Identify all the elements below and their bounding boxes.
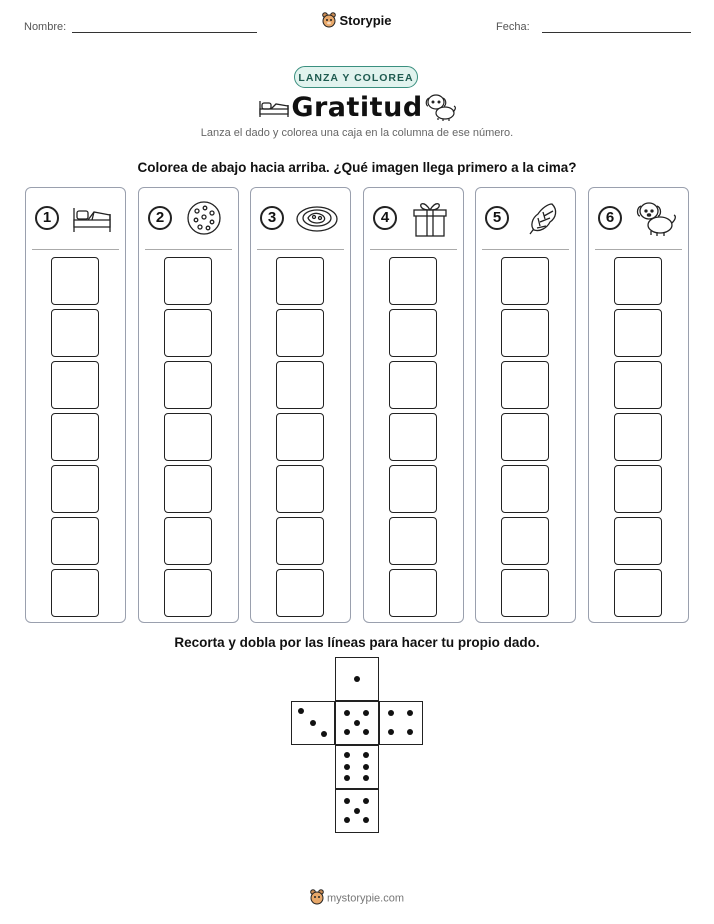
die-pip <box>363 764 369 770</box>
subtitle: Lanza el dado y colorea una caja en la columna de ese número. <box>200 127 514 139</box>
color-box[interactable] <box>501 517 549 565</box>
die-pip <box>363 710 369 716</box>
color-box[interactable] <box>51 569 99 617</box>
column-divider <box>32 249 119 250</box>
color-box[interactable] <box>389 309 437 357</box>
column-number: 3 <box>260 206 284 230</box>
color-box[interactable] <box>164 517 212 565</box>
die-pip <box>363 729 369 735</box>
color-box[interactable] <box>51 361 99 409</box>
die-face-5 <box>335 701 379 745</box>
column-divider <box>595 249 682 250</box>
die-pip <box>310 720 316 726</box>
color-box[interactable] <box>51 413 99 461</box>
column-divider <box>257 249 344 250</box>
die-pip <box>363 817 369 823</box>
leaf-icon <box>520 198 564 238</box>
die-pip <box>407 729 413 735</box>
page-title: Gratitud <box>291 92 423 123</box>
die-face-1 <box>335 657 379 701</box>
color-box[interactable] <box>389 257 437 305</box>
name-label: Nombre: <box>24 21 67 33</box>
color-box[interactable] <box>614 517 662 565</box>
color-box[interactable] <box>276 413 324 461</box>
column-number: 1 <box>35 206 59 230</box>
die-pip <box>407 710 413 716</box>
brand-name: Storypie <box>339 12 392 28</box>
column-number: 2 <box>148 206 172 230</box>
color-box[interactable] <box>276 465 324 513</box>
color-box[interactable] <box>501 361 549 409</box>
die-pip <box>354 808 360 814</box>
die-pip <box>344 752 350 758</box>
column-number: 4 <box>373 206 397 230</box>
color-box[interactable] <box>501 257 549 305</box>
die-face-6 <box>335 745 379 789</box>
die-pip <box>363 752 369 758</box>
color-box[interactable] <box>389 517 437 565</box>
column-2 <box>138 187 239 623</box>
color-box[interactable] <box>276 361 324 409</box>
die-pip <box>388 710 394 716</box>
activity-tag: LANZA Y COLOREA <box>294 66 418 88</box>
die-pip <box>344 817 350 823</box>
footer <box>0 889 714 908</box>
die-pip <box>354 720 360 726</box>
color-box[interactable] <box>389 361 437 409</box>
column-3 <box>250 187 351 623</box>
column-1 <box>25 187 126 623</box>
instruction-bottom: Recorta y dobla por las líneas para hacer tu propio dado. <box>174 635 540 650</box>
color-box[interactable] <box>164 361 212 409</box>
puppy-icon <box>423 92 457 122</box>
die-face-3 <box>291 701 335 745</box>
storypie-logo-icon <box>310 889 324 908</box>
color-box[interactable] <box>614 361 662 409</box>
die-pip <box>344 775 350 781</box>
column-number: 6 <box>598 206 622 230</box>
color-box[interactable] <box>614 465 662 513</box>
die-face-5b <box>335 789 379 833</box>
color-box[interactable] <box>276 257 324 305</box>
color-box[interactable] <box>389 569 437 617</box>
column-divider <box>370 249 457 250</box>
die-pip <box>344 764 350 770</box>
color-box[interactable] <box>501 569 549 617</box>
die-pip <box>344 729 350 735</box>
color-box[interactable] <box>51 517 99 565</box>
color-box[interactable] <box>276 569 324 617</box>
color-box[interactable] <box>501 465 549 513</box>
column-5 <box>475 187 576 623</box>
column-divider <box>145 249 232 250</box>
color-box[interactable] <box>276 517 324 565</box>
die-pip <box>321 731 327 737</box>
date-line <box>542 32 691 33</box>
instruction-top: Colorea de abajo hacia arriba. ¿Qué imagen llega primero a la cima? <box>137 160 577 175</box>
color-box[interactable] <box>614 257 662 305</box>
column-divider <box>482 249 569 250</box>
brand <box>0 12 714 31</box>
color-box[interactable] <box>501 413 549 461</box>
die-pip <box>344 710 350 716</box>
color-box[interactable] <box>276 309 324 357</box>
color-box[interactable] <box>164 465 212 513</box>
date-label: Fecha: <box>496 21 530 33</box>
column-number: 5 <box>485 206 509 230</box>
die-pip <box>363 798 369 804</box>
color-box[interactable] <box>389 465 437 513</box>
color-box[interactable] <box>614 309 662 357</box>
color-box[interactable] <box>614 569 662 617</box>
column-4 <box>363 187 464 623</box>
die-pip <box>388 729 394 735</box>
column-6 <box>588 187 689 623</box>
color-box[interactable] <box>51 257 99 305</box>
plate-of-food-icon <box>295 198 339 238</box>
color-box[interactable] <box>164 257 212 305</box>
gift-icon <box>408 198 452 238</box>
color-box[interactable] <box>164 569 212 617</box>
die-pip <box>363 775 369 781</box>
die-pip <box>298 708 304 714</box>
die-face-4 <box>379 701 423 745</box>
cookie-icon <box>183 198 227 238</box>
name-line <box>72 32 257 33</box>
bed-icon <box>70 198 114 238</box>
storypie-logo-icon <box>322 12 336 31</box>
color-box[interactable] <box>614 413 662 461</box>
puppy-icon <box>633 198 677 238</box>
color-box[interactable] <box>51 309 99 357</box>
footer-url: mystorypie.com <box>326 892 405 905</box>
die-pip <box>354 676 360 682</box>
color-box[interactable] <box>501 309 549 357</box>
color-box[interactable] <box>164 413 212 461</box>
color-box[interactable] <box>164 309 212 357</box>
color-box[interactable] <box>51 465 99 513</box>
color-box[interactable] <box>389 413 437 461</box>
die-pip <box>344 798 350 804</box>
